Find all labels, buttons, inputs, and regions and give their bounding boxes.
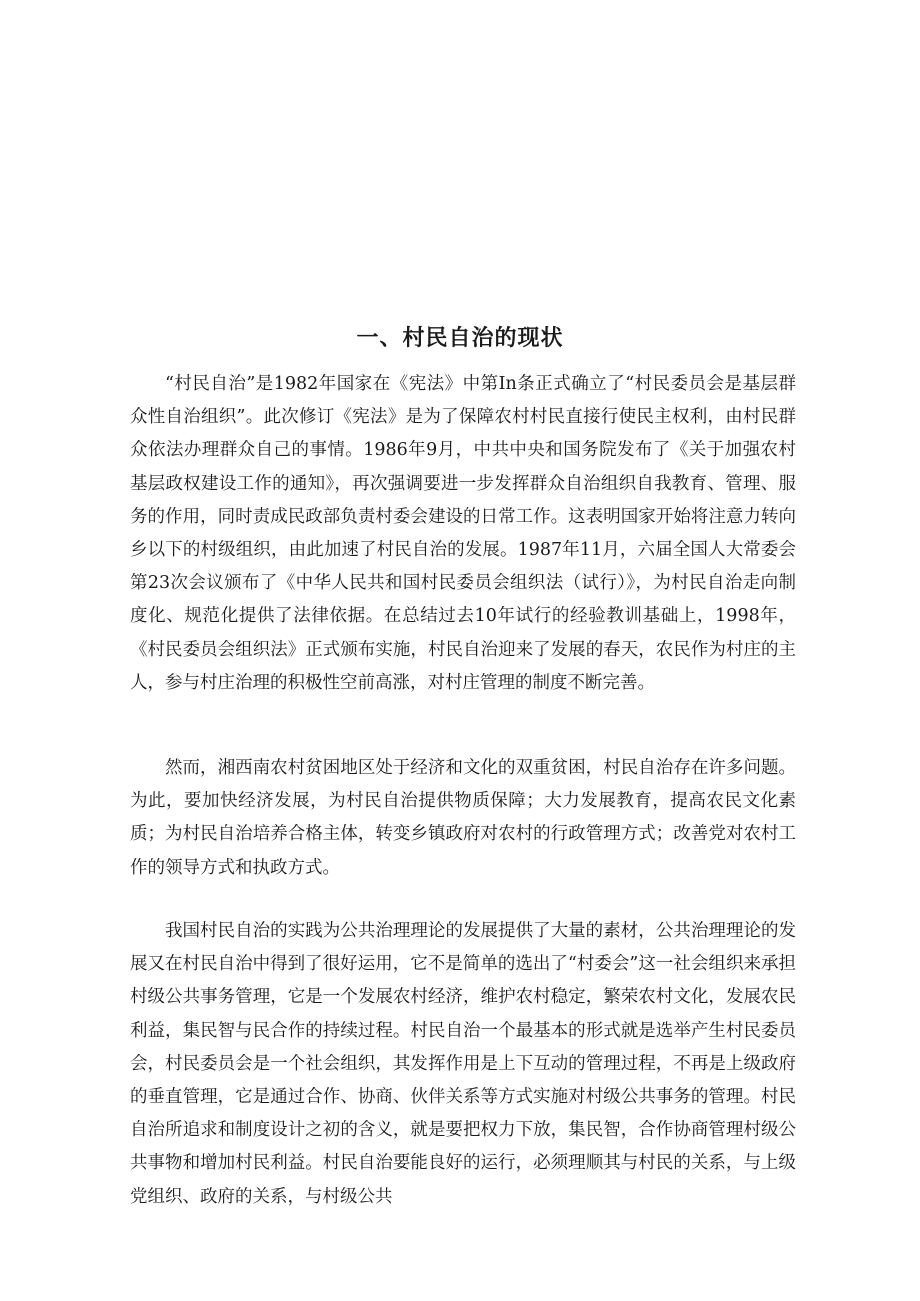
paragraph: 然而，湘西南农村贫困地区处于经济和文化的双重贫困，村民自治存在许多问题。为此，要加快经济发展，为村民自治提供物质保障；大力发展教育，提高农民文化素质；为村民自治培养合格主体，转变乡镇政府对农村的行政管理方式；改善党对农村工作的领导方式和执政方式。 [130,758,796,878]
paragraph: 我国村民自治的实践为公共治理理论的发展提供了大量的素材，公共治理理论的发展又在村民自治中得到了很好运用，它不是简单的选出了“村委会”这一社会组织来承担村级公共事务管理，它是一个发展农村经济，维护农村稳定，繁荣农村文化，发展农民利益，集民智与民合作的持续过程。村民自治一个最基本的形式就是选举产生村民委员会，村民委员会是一个社会组织，其发挥作用是上下互动的管理过程，不再是上级政府的垂直管理，它是通过合作、协商、伙伴关系等方式实施对村级公共事务的管理。村民自治所追求和制度设计之初的含义，就是要把权力下放，集民智，合作协商管理村级公共事物和增加村民利益。村民自治要能良好的运行，必须理顺其与村民的关系，与上级党组织、政府的关系，与村级公共 [130,921,796,1207]
paragraph: “村民自治”是1982年国家在《宪法》中第In条正式确立了“村民委员会是基层群众性自治组织”。此次修订《宪法》是为了保障农村村民直接行使民主权利，由村民群众依法办理群众自己的事情。1986年9月，中共中央和国务院发布了《关于加强农村基层政权建设工作的通知》，再次强调要进一步发挥群众自治组织自我教育、管理、服务的作用，同时责成民政部负责村委会建设的日常工作。这表明国家开始将注意力转向乡以下的村级组织，由此加速了村民自治的发展。1987年11月，六届全国人大常委会第23次会议颁布了《中华人民共和国村民委员会组织法（试行）》，为村民自治走向制度化、规范化提供了法律依据。在总结过去10年试行的经验教训基础上，1998年，《村民委员会组织法》正式颁布实施，村民自治迎来了发展的春天，农民作为村庄的主人，参与村庄治理的积极性空前高涨，对村庄管理的制度不断完善。 [130,374,796,693]
section-heading: 一、村民自治的现状 [356,324,564,351]
